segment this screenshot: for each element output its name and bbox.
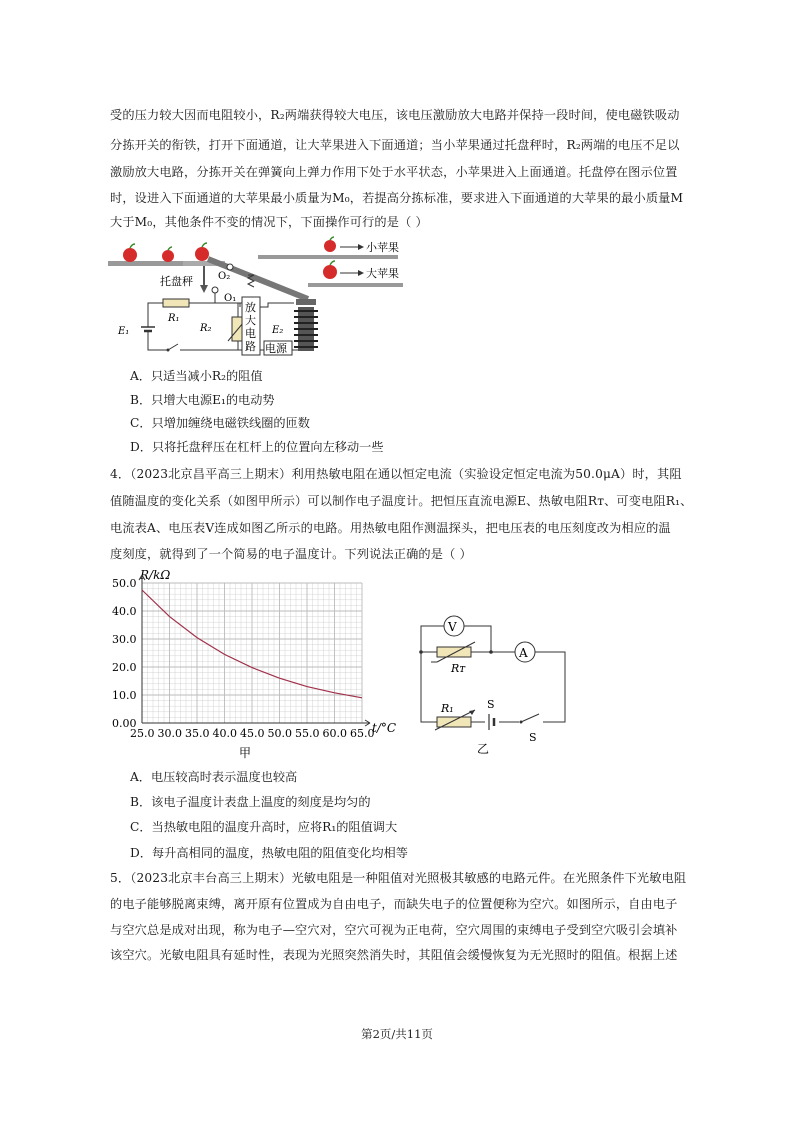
x-axis-arrow [362,720,370,726]
q4-line-2: 值随温度的变化关系（如图甲所示）可以制作电子温度计。把恒压直流电源E、热敏电阻Rᴛ、可变电阻R₁、 [110,494,693,508]
x-tick-label: 40.0 [212,727,237,740]
y-tick-label: 50.0 [112,577,137,590]
x-tick-label: 60.0 [322,727,347,740]
chart-caption: 甲 [239,746,252,760]
apple-icon [324,237,336,252]
q3-line-1: 受的压力较大因而电阻较小，R₂两端获得较大电压，该电压激励放大电路并保持一段时间，使电磁铁吸动 [110,108,680,122]
chart-grid [139,575,370,726]
amp-char-1: 放 [245,301,256,314]
o1-label: O₁ [224,293,237,304]
page-footer: 第2页/共11页 [361,1027,433,1041]
y-tick-label: 40.0 [112,605,137,618]
amp-char-4: 路 [245,340,256,353]
x-tick-label: 65.0 [350,727,375,740]
e1-label: E₁ [118,326,130,337]
chart-xlabel: t/°C [372,721,397,735]
pivot-o2 [227,264,233,270]
q3-option-a: A．只适当减小R₂的阻值 [130,369,263,383]
q4-line-4: 度刻度，就得到了一个简易的电子温度计。下列说法正确的是（ ） [110,547,472,561]
switch [168,344,178,350]
variable-resistor-r2 [232,317,242,341]
q5-line-3: 与空穴总是成对出现，称为电子—空穴对，空穴可视为正电荷，空穴周围的束缚电子受到空穴吸引会填补 [110,923,678,937]
r2-label: R₂ [200,323,212,334]
q4-option-c: C．当热敏电阻的温度升高时，应将R₁的阻值调大 [130,820,398,834]
resistor-r1 [437,717,471,727]
q5-line-4: 该空穴。光敏电阻具有延时性，表现为光照突然消失时，其阻值会缓慢恢复为无光照时的阻值。根据上述 [110,948,678,962]
q3-option-b: B．只增大电源E₁的电动势 [130,393,275,407]
thermistor-rt [437,647,471,657]
e2-label: E₂ [272,325,284,336]
source-label: S [487,698,495,711]
y-tick-label: 30.0 [112,633,137,646]
thermistor-chart [110,565,410,760]
q3-line-2: 分拣开关的衔铁，打开下面通道，让大苹果进入下面通道；当小苹果通过托盘秤时，R₂两端的电压不足以 [110,138,680,152]
amp-char-3: 电 [245,327,256,340]
apple-sorter-figure [108,237,418,362]
apple-icon [162,247,174,262]
apple-icon [195,243,209,261]
r1-label: R₁ [168,313,180,324]
pivot-o1 [212,287,218,293]
small-apple-label: 小苹果 [366,241,399,254]
q3-option-c: C．只增加缠绕电磁铁线圈的匝数 [130,416,310,430]
y-tick-label: 20.0 [112,661,137,674]
q4-line-3: 电流表A、电压表V连成如图乙所示的电路。用热敏电阻作测温探头，把电压表的电压刻度改为相应的温 [110,521,671,535]
x-tick-label: 35.0 [185,727,210,740]
o2-label: O₂ [218,271,231,282]
x-tick-label: 55.0 [295,727,320,740]
x-tick-label: 50.0 [267,727,292,740]
q3-line-4: 时，设进入下面通道的大苹果最小质量为M₀，若提高分拣标准，要求进入下面通道的大苹果的最小质量M [110,191,684,205]
y-tick-label: 0.00 [112,717,137,730]
q3-line-3: 激励放大电路，分拣开关在弹簧向上弹力作用下处于水平状态，小苹果进入上面通道。托盘停在图示位置 [110,165,678,179]
big-apple-label: 大苹果 [366,267,399,280]
ammeter-label: A [519,646,528,660]
scale-label: 托盘秤 [160,275,193,288]
chart-ylabel: R/kΩ [140,568,171,582]
circuit-caption: 乙 [477,742,490,756]
rt-label: Rᴛ [451,662,466,675]
r1-label: R₁ [441,702,454,715]
q4-option-b: B．该电子温度计表盘上温度的刻度是均匀的 [130,795,371,809]
electromagnet-coil [294,307,318,351]
q4-line-1: 4．（2023北京昌平高三上期末）利用热敏电阻在通以恒定电流（实验设定恒定电流为50.0μA）时，其阻 [110,467,682,481]
y-tick-label: 10.0 [112,689,137,702]
q3-option-d: D．只将托盘秤压在杠杆上的位置向左移动一些 [130,440,384,454]
x-tick-label: 45.0 [240,727,265,740]
q4-option-d: D．每升高相同的温度，热敏电阻的阻值变化均相等 [130,846,408,860]
x-tick-label: 30.0 [157,727,182,740]
q5-line-1: 5．（2023北京丰台高三上期末）光敏电阻是一种阻值对光照极其敏感的电路元件。在光照条件下光敏电阻 [110,871,687,885]
apple-icon [123,244,137,262]
lower-channel [308,283,403,287]
armature [296,299,316,305]
q3-line-5: 大于M₀，其他条件不变的情况下，下面操作可行的是（ ） [110,215,428,229]
upper-channel [258,255,398,259]
resistor-r1 [163,299,189,307]
switch-label: S [529,731,537,744]
apple-icon [323,261,337,279]
x-tick-label: 25.0 [130,727,155,740]
amp-char-2: 大 [245,314,256,327]
q4-option-a: A．电压较高时表示温度也较高 [130,770,298,784]
scale-tip [200,285,208,293]
q5-line-2: 的电子能够脱离束缚，离开原有位置成为自由电子，而缺失电子的位置便称为空穴。如图所示，自由电子 [110,897,678,911]
chart-ticks [112,577,375,740]
voltmeter-label: V [448,620,457,634]
power-label: 电源 [265,342,287,355]
thermometer-circuit [415,612,575,757]
